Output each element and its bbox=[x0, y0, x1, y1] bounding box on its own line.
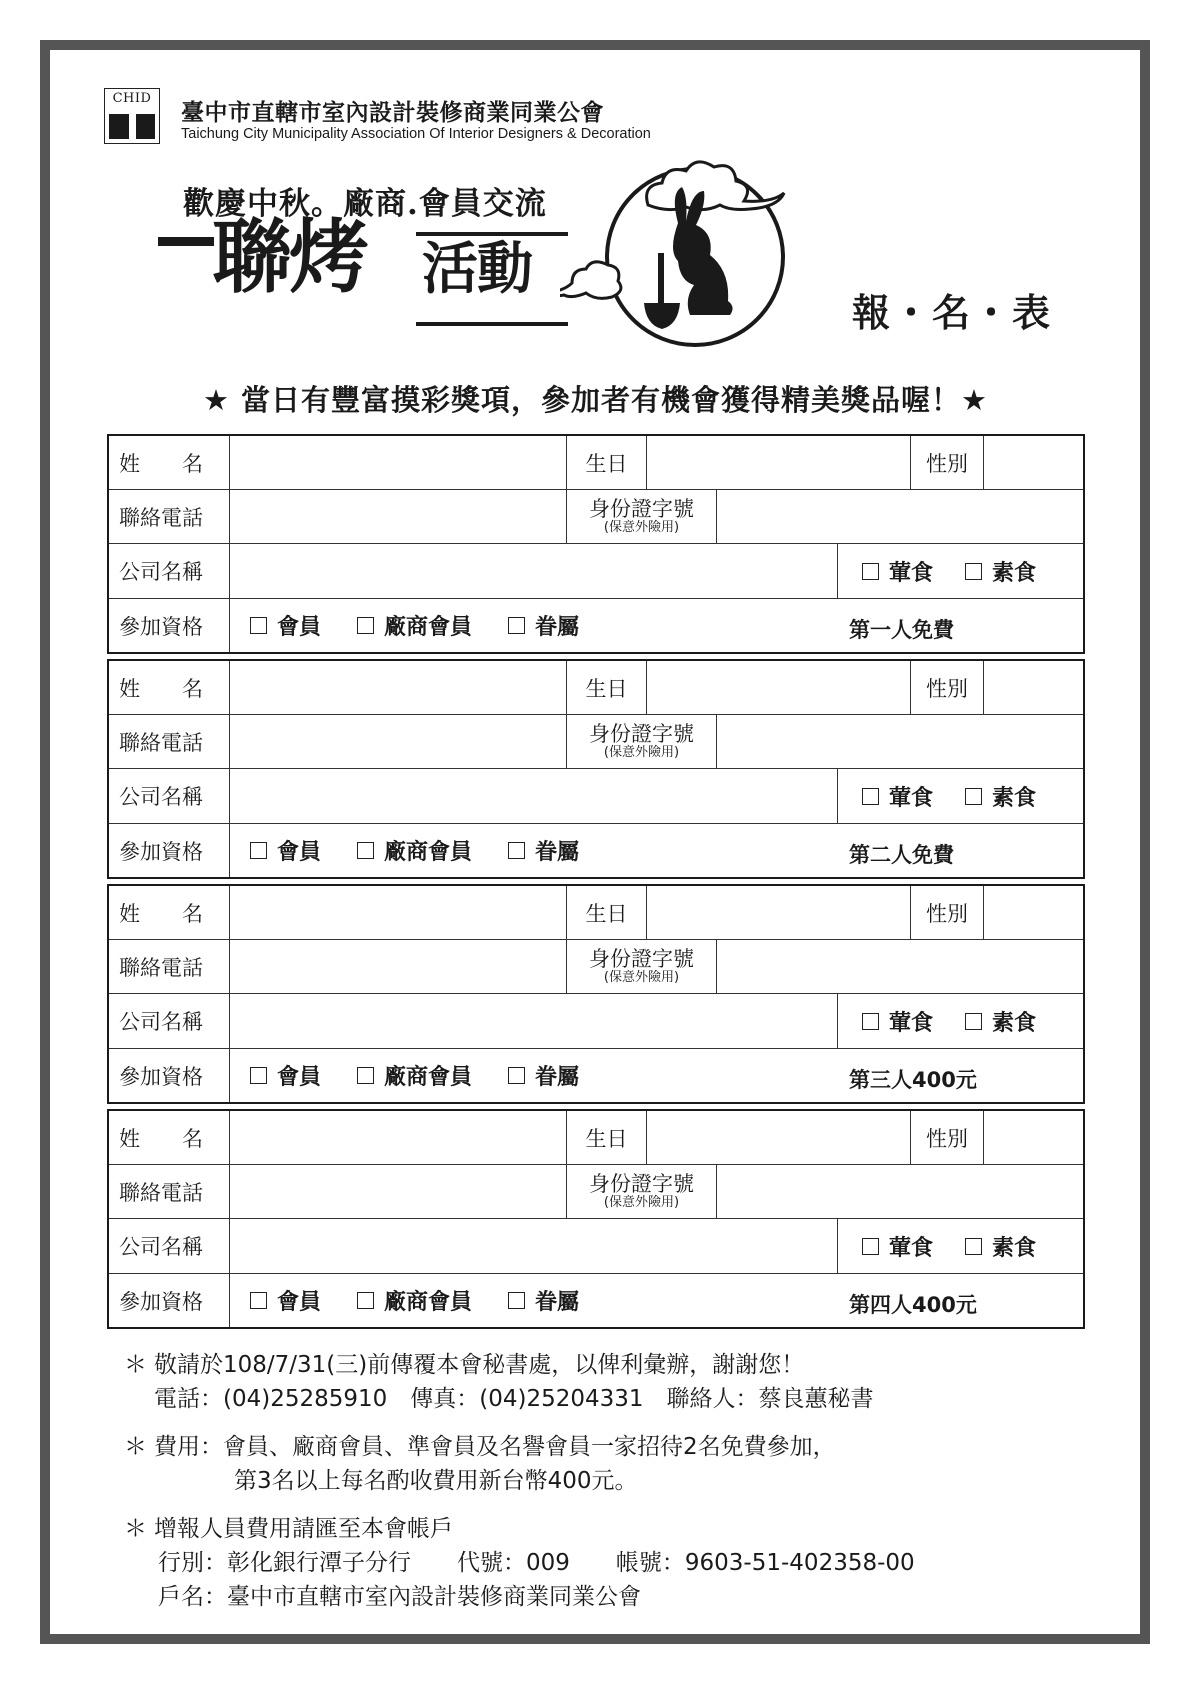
title-dash bbox=[158, 237, 214, 246]
eligibility-label: 參加資格 bbox=[109, 1049, 230, 1102]
cloud-icon bbox=[647, 162, 784, 210]
note-bank bbox=[124, 1512, 915, 1614]
id-number-note: (保意外險用) bbox=[603, 1194, 680, 1210]
name-label: 姓 名 bbox=[109, 886, 230, 940]
veg-text: 素食 bbox=[992, 1010, 1037, 1036]
gender-label: 性別 bbox=[911, 1111, 984, 1165]
phone-input[interactable] bbox=[230, 1165, 567, 1219]
account-name: 戶名：臺中市直轄市室內設計裝修商業同業公會 bbox=[158, 1584, 641, 1610]
member-checkbox[interactable] bbox=[250, 1292, 267, 1309]
prize-banner: ★ 當日有豐富摸彩獎項，參加者有機會獲得精美獎品喔！★ bbox=[202, 383, 989, 417]
member-text: 會員 bbox=[277, 840, 322, 865]
id-number-input[interactable] bbox=[717, 490, 1083, 544]
gender-label: 性別 bbox=[911, 436, 984, 490]
family-option[interactable] bbox=[508, 835, 579, 866]
phone-label: 聯絡電話 bbox=[109, 940, 230, 994]
note-fees bbox=[124, 1430, 836, 1498]
id-number-note: (保意外險用) bbox=[603, 519, 680, 535]
vendor-member-checkbox[interactable] bbox=[357, 617, 374, 634]
gender-input[interactable] bbox=[984, 886, 1083, 940]
contact-info: 電話：(04)25285910 傳真：(04)25204331 聯絡人：蔡良蕙秘書 bbox=[154, 1386, 874, 1412]
veg-checkbox[interactable] bbox=[965, 788, 982, 805]
note-deadline-text: 敬請於108/7/31(三)前傳覆本會秘書處，以俾利彙辦，謝謝您！ bbox=[154, 1352, 805, 1378]
family-checkbox[interactable] bbox=[508, 1292, 525, 1309]
event-subtitle: 歡慶中秋。廠商.會員交流 bbox=[183, 186, 547, 222]
family-text: 眷屬 bbox=[535, 1065, 580, 1090]
asterisk-icon: ＊ bbox=[124, 1434, 147, 1460]
vendor-member-option[interactable] bbox=[357, 1285, 472, 1316]
company-label: 公司名稱 bbox=[109, 1219, 230, 1274]
birthday-input[interactable] bbox=[647, 661, 911, 715]
member-option[interactable] bbox=[250, 1060, 321, 1091]
title-rule-top bbox=[416, 232, 568, 236]
meat-checkbox[interactable] bbox=[862, 1013, 879, 1030]
eligibility-label: 參加資格 bbox=[109, 1274, 230, 1327]
veg-text: 素食 bbox=[992, 560, 1037, 586]
member-checkbox[interactable] bbox=[250, 1067, 267, 1084]
fee-note: 第一人免費 bbox=[849, 618, 954, 642]
family-checkbox[interactable] bbox=[508, 842, 525, 859]
member-text: 會員 bbox=[277, 1065, 322, 1090]
fee-note: 第三人400元 bbox=[849, 1068, 977, 1092]
event-title-main: 聯烤 bbox=[212, 211, 366, 304]
meat-text: 葷食 bbox=[889, 1235, 934, 1261]
family-text: 眷屬 bbox=[535, 615, 580, 640]
veg-checkbox[interactable] bbox=[965, 1013, 982, 1030]
veg-checkbox[interactable] bbox=[965, 563, 982, 580]
id-number-note: (保意外險用) bbox=[603, 744, 680, 760]
company-label: 公司名稱 bbox=[109, 544, 230, 599]
small-cloud-icon bbox=[560, 262, 621, 299]
note-deadline bbox=[124, 1348, 874, 1416]
note-fees-text: 費用：會員、廠商會員、準會員及名譽會員一家招待2名免費參加， bbox=[154, 1434, 836, 1460]
family-text: 眷屬 bbox=[535, 840, 580, 865]
veg-option[interactable] bbox=[965, 556, 1036, 587]
company-label: 公司名稱 bbox=[109, 994, 230, 1049]
id-number-label bbox=[567, 940, 717, 994]
phone-label: 聯絡電話 bbox=[109, 715, 230, 769]
org-name-zh: 臺中市直轄市室內設計裝修商業同業公會 bbox=[181, 100, 604, 126]
vendor-member-option[interactable] bbox=[357, 610, 472, 641]
eligibility-options bbox=[230, 824, 1083, 877]
title-rule-bottom bbox=[416, 322, 568, 326]
vendor-member-checkbox[interactable] bbox=[357, 1292, 374, 1309]
vendor-member-text: 廠商會員 bbox=[384, 615, 473, 640]
fee-note: 第二人免費 bbox=[849, 843, 954, 867]
org-name-en: Taichung City Municipality Association Of Interior Designers & Decoration bbox=[181, 126, 651, 142]
meat-option[interactable] bbox=[862, 1231, 933, 1262]
company-label: 公司名稱 bbox=[109, 769, 230, 824]
id-number-label bbox=[567, 490, 717, 544]
birthday-input[interactable] bbox=[647, 436, 911, 490]
name-input[interactable] bbox=[230, 661, 567, 715]
member-option[interactable] bbox=[250, 610, 321, 641]
birthday-label: 生日 bbox=[567, 661, 647, 715]
name-label: 姓 名 bbox=[109, 661, 230, 715]
logo-mark bbox=[109, 109, 155, 139]
form-title: 報・名・表 bbox=[852, 291, 1053, 335]
meat-checkbox[interactable] bbox=[862, 788, 879, 805]
association-logo bbox=[104, 88, 160, 144]
name-label: 姓 名 bbox=[109, 1111, 230, 1165]
eligibility-label: 參加資格 bbox=[109, 599, 230, 652]
meat-option[interactable] bbox=[862, 1006, 933, 1037]
moon-rabbit-illustration bbox=[560, 135, 860, 360]
id-number-text: 身份證字號 bbox=[589, 1171, 694, 1196]
phone-label: 聯絡電話 bbox=[109, 490, 230, 544]
note-fees-detail: 第3名以上每名酌收費用新台幣400元。 bbox=[234, 1468, 638, 1494]
birthday-label: 生日 bbox=[567, 436, 647, 490]
logo-text: CHID bbox=[112, 91, 152, 106]
note-bank-text: 增報人員費用請匯至本會帳戶 bbox=[154, 1516, 453, 1542]
meat-text: 葷食 bbox=[889, 785, 934, 811]
meat-checkbox[interactable] bbox=[862, 1238, 879, 1255]
meat-checkbox[interactable] bbox=[862, 563, 879, 580]
birthday-label: 生日 bbox=[567, 886, 647, 940]
veg-option[interactable] bbox=[965, 781, 1036, 812]
diet-options bbox=[838, 769, 1083, 824]
id-number-label bbox=[567, 1165, 717, 1219]
id-number-note: (保意外險用) bbox=[603, 969, 680, 985]
birthday-input[interactable] bbox=[647, 886, 911, 940]
name-input[interactable] bbox=[230, 1111, 567, 1165]
phone-label: 聯絡電話 bbox=[109, 1165, 230, 1219]
member-option[interactable] bbox=[250, 1285, 321, 1316]
member-checkbox[interactable] bbox=[250, 842, 267, 859]
vendor-member-checkbox[interactable] bbox=[357, 842, 374, 859]
registrant-block-1 bbox=[107, 434, 1085, 654]
eligibility-label: 參加資格 bbox=[109, 824, 230, 877]
member-option[interactable] bbox=[250, 835, 321, 866]
registrant-block-4 bbox=[107, 1109, 1085, 1329]
veg-text: 素食 bbox=[992, 1235, 1037, 1261]
veg-option[interactable] bbox=[965, 1006, 1036, 1037]
name-label: 姓 名 bbox=[109, 436, 230, 490]
family-option[interactable] bbox=[508, 610, 579, 641]
family-checkbox[interactable] bbox=[508, 617, 525, 634]
veg-text: 素食 bbox=[992, 785, 1037, 811]
birthday-label: 生日 bbox=[567, 1111, 647, 1165]
vendor-member-text: 廠商會員 bbox=[384, 840, 473, 865]
family-option[interactable] bbox=[508, 1060, 579, 1091]
meat-text: 葷食 bbox=[889, 1010, 934, 1036]
family-option[interactable] bbox=[508, 1285, 579, 1316]
id-number-input[interactable] bbox=[717, 940, 1083, 994]
id-number-input[interactable] bbox=[717, 1165, 1083, 1219]
gender-label: 性別 bbox=[911, 886, 984, 940]
asterisk-icon: ＊ bbox=[124, 1516, 147, 1542]
event-title-rest: 活動 bbox=[422, 237, 532, 302]
meat-text: 葷食 bbox=[889, 560, 934, 586]
gender-input[interactable] bbox=[984, 436, 1083, 490]
birthday-input[interactable] bbox=[647, 1111, 911, 1165]
asterisk-icon: ＊ bbox=[124, 1352, 147, 1378]
member-text: 會員 bbox=[277, 1290, 322, 1315]
fee-note: 第四人400元 bbox=[849, 1293, 977, 1317]
id-number-label bbox=[567, 715, 717, 769]
member-checkbox[interactable] bbox=[250, 617, 267, 634]
veg-checkbox[interactable] bbox=[965, 1238, 982, 1255]
meat-option[interactable] bbox=[862, 781, 933, 812]
meat-option[interactable] bbox=[862, 556, 933, 587]
gender-label: 性別 bbox=[911, 661, 984, 715]
id-number-input[interactable] bbox=[717, 715, 1083, 769]
phone-input[interactable] bbox=[230, 490, 567, 544]
eligibility-options bbox=[230, 599, 1083, 652]
diet-options bbox=[838, 1219, 1083, 1274]
registrant-block-3 bbox=[107, 884, 1085, 1104]
phone-input[interactable] bbox=[230, 940, 567, 994]
company-input[interactable] bbox=[230, 544, 838, 599]
vendor-member-text: 廠商會員 bbox=[384, 1290, 473, 1315]
family-text: 眷屬 bbox=[535, 1290, 580, 1315]
gender-input[interactable] bbox=[984, 1111, 1083, 1165]
vendor-member-option[interactable] bbox=[357, 1060, 472, 1091]
vendor-member-text: 廠商會員 bbox=[384, 1065, 473, 1090]
vendor-member-option[interactable] bbox=[357, 835, 472, 866]
gender-input[interactable] bbox=[984, 661, 1083, 715]
family-checkbox[interactable] bbox=[508, 1067, 525, 1084]
diet-options bbox=[838, 994, 1083, 1049]
id-number-text: 身份證字號 bbox=[589, 721, 694, 746]
company-input[interactable] bbox=[230, 769, 838, 824]
diet-options bbox=[838, 544, 1083, 599]
id-number-text: 身份證字號 bbox=[589, 946, 694, 971]
vendor-member-checkbox[interactable] bbox=[357, 1067, 374, 1084]
registrant-block-2 bbox=[107, 659, 1085, 879]
veg-option[interactable] bbox=[965, 1231, 1036, 1262]
company-input[interactable] bbox=[230, 994, 838, 1049]
phone-input[interactable] bbox=[230, 715, 567, 769]
member-text: 會員 bbox=[277, 615, 322, 640]
name-input[interactable] bbox=[230, 886, 567, 940]
id-number-text: 身份證字號 bbox=[589, 496, 694, 521]
company-input[interactable] bbox=[230, 1219, 838, 1274]
name-input[interactable] bbox=[230, 436, 567, 490]
bank-details: 行別：彰化銀行潭子分行 代號：009 帳號：9603-51-402358-00 bbox=[158, 1550, 915, 1576]
